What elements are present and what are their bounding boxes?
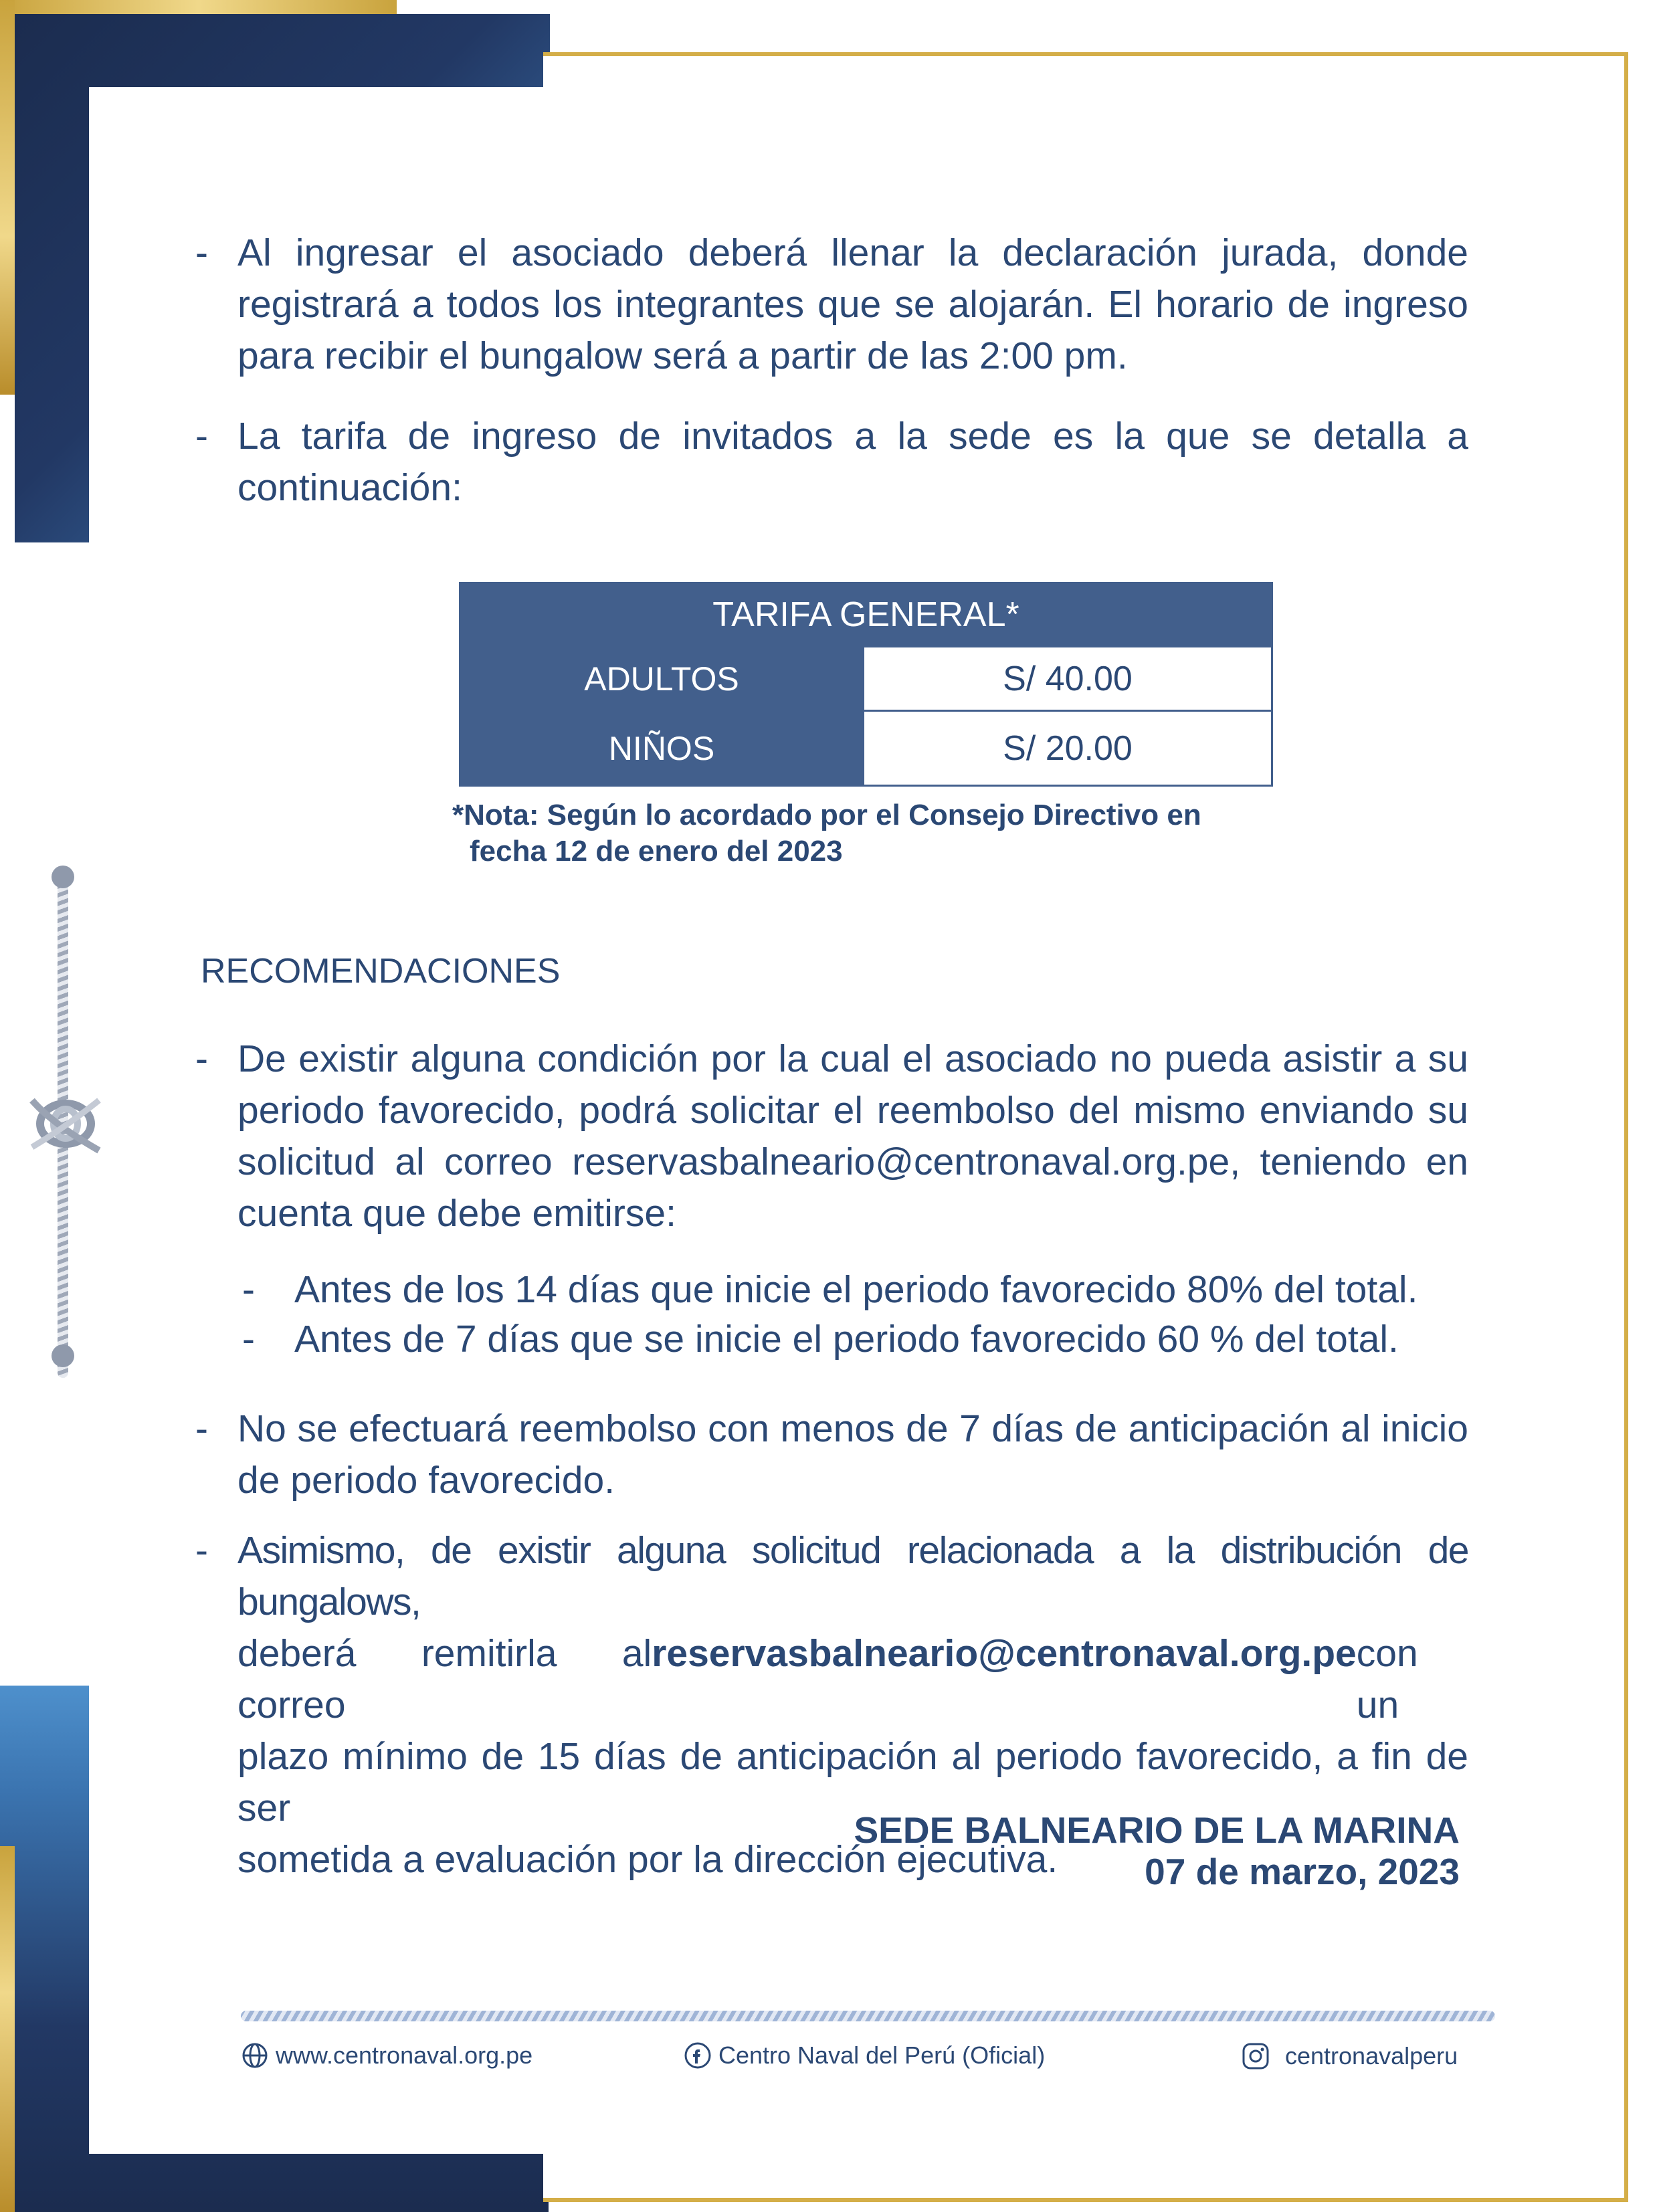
paragraph-ingreso: [237, 227, 1468, 382]
section-title-recomendaciones: RECOMENDACIONES: [201, 952, 561, 991]
gold-strip-left-top: [0, 0, 15, 395]
text-line: plazo mínimo de 15 días de anticipación al periodo favorecido, a fin de ser: [237, 1735, 1468, 1829]
text-line: cuenta que debe emitirse:: [237, 1192, 676, 1235]
instagram-icon: [1241, 2041, 1270, 2071]
signature-date: 07 de marzo, 2023: [1145, 1851, 1460, 1892]
signature-sede: SEDE BALNEARIO DE LA MARINA: [854, 1809, 1460, 1851]
footer-rope-divider: [241, 2011, 1495, 2021]
tarifa-table: [459, 582, 1273, 787]
bullet-dash: -: [242, 1268, 255, 1311]
text-line: Asimismo, de existir alguna solicitud relacionada a la distribución de bungalows,: [237, 1529, 1468, 1623]
footer-instagram-text: centronavalperu: [1285, 2042, 1458, 2070]
text-line: De existir alguna condición por la cual el asociado no pueda asistir a su: [237, 1037, 1468, 1080]
text-line: Al ingresar el asociado deberá llenar la declaración jurada, donde: [237, 231, 1468, 274]
footer-website-text: www.centronaval.org.pe: [276, 2041, 533, 2069]
bullet-dash: -: [242, 1318, 255, 1361]
text-line: [237, 1628, 1468, 1731]
text-line: periodo favorecido, podrá solicitar el reembolso del mismo enviando su: [237, 1089, 1468, 1132]
text-line: sometida a evaluación por la dirección ejecutiva.: [237, 1838, 1058, 1881]
footer-facebook[interactable]: [684, 2041, 1045, 2070]
table-row: [460, 711, 1272, 786]
text-line: registrará a todos los integrantes que se alojarán. El horario de ingreso: [237, 283, 1468, 326]
footer-instagram[interactable]: [1241, 2041, 1458, 2071]
paragraph-tarifa: [237, 411, 1468, 514]
tarifa-header: TARIFA GENERAL*: [460, 583, 1272, 647]
bullet-dash: -: [195, 231, 208, 274]
text-line: La tarifa de ingreso de invitados a la sede es la que se detalla a: [237, 415, 1468, 458]
tarifa-value-ninos: S/ 20.00: [864, 711, 1272, 786]
footer-website[interactable]: [241, 2041, 532, 2070]
text-line: solicitud al correo reservasbalneario@centronaval.org.pe, teniendo en: [237, 1140, 1468, 1183]
sub-item-14-dias: Antes de los 14 días que inicie el periodo favorecido 80% del total.: [294, 1268, 1418, 1311]
bullet-dash: -: [195, 1037, 208, 1080]
email-link[interactable]: reservasbalneario@centronaval.org.pe: [652, 1632, 1357, 1675]
text-fragment: deberá remitirla al correo: [237, 1632, 652, 1726]
paragraph-no-reembolso: [237, 1403, 1468, 1506]
bullet-dash: -: [195, 1529, 208, 1572]
rope-knot-icon: [25, 1087, 106, 1161]
note-line: fecha 12 de enero del 2023: [470, 835, 843, 868]
tarifa-label-ninos: NIÑOS: [460, 711, 864, 786]
globe-icon: [241, 2041, 269, 2070]
bullet-dash: -: [195, 415, 208, 458]
facebook-icon: [684, 2041, 712, 2070]
tarifa-value-adultos: S/ 40.00: [864, 647, 1272, 711]
table-row: [460, 647, 1272, 711]
text-line: para recibir el bungalow será a partir de las 2:00 pm.: [237, 334, 1128, 377]
tarifa-label-adultos: ADULTOS: [460, 647, 864, 711]
footer-facebook-text: Centro Naval del Perú (Oficial): [718, 2041, 1046, 2069]
tarifa-note: [452, 797, 1201, 870]
note-line: *Nota: Según lo acordado por el Consejo Directivo en: [452, 799, 1201, 831]
signature-block: [736, 1809, 1460, 1892]
rope-end-top: [52, 866, 74, 888]
text-fragment: con un: [1356, 1632, 1418, 1726]
text-line: No se efectuará reembolso con menos de 7 días de anticipación al inicio: [237, 1407, 1468, 1450]
paragraph-reembolso: [237, 1033, 1468, 1239]
bullet-dash: -: [195, 1407, 208, 1450]
gold-strip-top: [0, 0, 397, 14]
text-line: continuación:: [237, 466, 462, 509]
sub-item-7-dias: Antes de 7 días que se inicie el periodo favorecido 60 % del total.: [294, 1318, 1399, 1361]
text-line: de periodo favorecido.: [237, 1459, 615, 1502]
rope-end-bottom: [52, 1344, 74, 1367]
gold-strip-left-bottom: [0, 1846, 15, 2212]
